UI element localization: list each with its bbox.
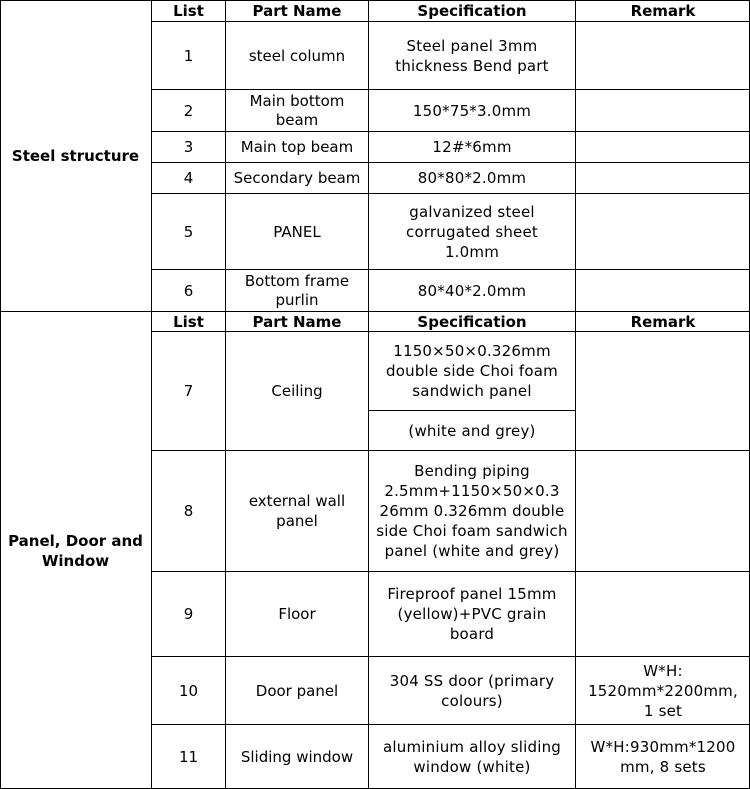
header-list-2: List xyxy=(173,312,204,331)
table-row-5-list: 5 xyxy=(183,222,194,241)
table-row-9-list: 9 xyxy=(183,605,194,623)
table-row-6-part: Bottom frame purlin xyxy=(244,271,350,309)
table-row-8-remark xyxy=(576,451,750,571)
table-row-7-part: Ceiling xyxy=(271,382,323,400)
table-row-1-list: 1 xyxy=(183,46,194,65)
table-row-3-spec: 12#*6mm xyxy=(432,138,512,156)
table-row-2-remark xyxy=(576,90,750,131)
table-row-3-list: 3 xyxy=(183,138,194,156)
table-row-6-list: 6 xyxy=(183,281,194,300)
table-row-5-part: PANEL xyxy=(273,222,321,241)
table-row-5-remark xyxy=(576,194,750,269)
table-row-2-part: Main bottom beam xyxy=(249,91,345,129)
table-row-7-remark xyxy=(576,332,750,450)
header-specification-2: Specification xyxy=(417,312,527,331)
table-row-1-part: steel column xyxy=(248,46,346,65)
table-row-6-spec: 80*40*2.0mm xyxy=(417,281,527,300)
table-row-1-spec: Steel panel 3mm thickness Bend part xyxy=(395,36,549,75)
table-row-6-remark xyxy=(576,270,750,311)
table-row-11-list: 11 xyxy=(178,747,199,766)
table-row-1-remark xyxy=(576,22,750,89)
table-row-5-spec: galvanized steel corrugated sheet 1.0mm xyxy=(406,202,538,261)
table-row-11-remark: W*H:930mm*1200 mm, 8 sets xyxy=(590,737,736,776)
table-row-3-part: Main top beam xyxy=(240,138,354,156)
table-row-9-part: Floor xyxy=(278,605,316,623)
header-part-name-2: Part Name xyxy=(252,312,342,331)
table-row-11-spec: aluminium alloy sliding window (white) xyxy=(382,737,562,776)
table-row-7-list: 7 xyxy=(183,382,194,400)
header-part-name: Part Name xyxy=(252,1,342,20)
table-row-2-spec: 150*75*3.0mm xyxy=(412,101,532,120)
table-row-8-part: external wall panel xyxy=(248,492,346,530)
table-row-7-spec: 1150×50×0.326mm double side Choi foam sandwich panel xyxy=(386,342,558,400)
table-row-8-list: 8 xyxy=(183,502,194,520)
group-label-panel-door-window: Panel, Door and Window xyxy=(8,531,143,570)
table-row-4-remark xyxy=(576,163,750,193)
table-row-7-spec-extra: (white and grey) xyxy=(408,421,536,440)
table-row-10-remark: W*H: 1520mm*2200mm, 1 set xyxy=(588,661,738,720)
table-row-2-list: 2 xyxy=(183,101,194,120)
header-list: List xyxy=(173,1,204,20)
table-row-8-spec: Bending piping 2.5mm+1150×50×0.3 26mm 0.326mm double side Choi foam sandwich panel (white and grey) xyxy=(376,462,568,560)
table-row-9-spec: Fireproof panel 15mm (yellow)+PVC grain board xyxy=(387,585,557,643)
table-row-9-remark xyxy=(576,572,750,656)
table-row-4-list: 4 xyxy=(183,169,194,187)
table-row-3-remark xyxy=(576,132,750,162)
table-row-10-spec: 304 SS door (primary colours) xyxy=(389,671,555,710)
header-remark-2: Remark xyxy=(630,312,696,331)
header-remark: Remark xyxy=(630,1,696,20)
table-row-4-spec: 80*80*2.0mm xyxy=(417,169,527,187)
table-row-10-part: Door panel xyxy=(255,681,339,700)
table-row-4-part: Secondary beam xyxy=(233,169,361,187)
table-row-10-list: 10 xyxy=(178,681,199,700)
table-row-11-part: Sliding window xyxy=(240,747,354,766)
group-label-steel-structure: Steel structure xyxy=(11,146,140,165)
header-specification: Specification xyxy=(417,1,527,20)
